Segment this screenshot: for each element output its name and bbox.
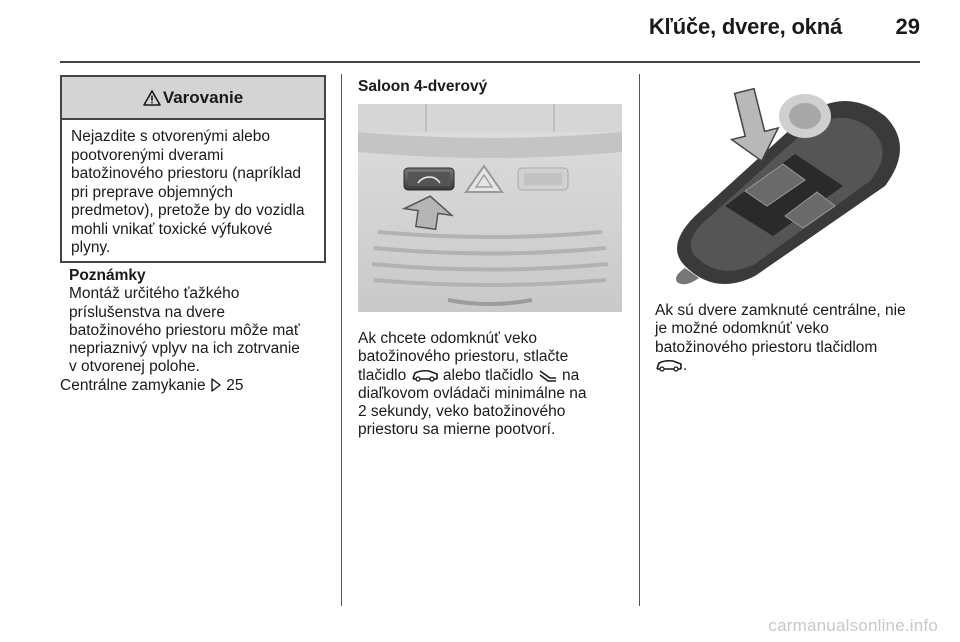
crossref-line[interactable] <box>60 377 243 395</box>
note-line: batožinového priestoru môže mať <box>69 321 300 339</box>
warning-box <box>60 75 326 263</box>
warning-line: mohli vnikať toxické výfukové <box>71 220 273 238</box>
instruction-line: priestoru sa mierne pootvorí. <box>358 421 556 439</box>
warning-line: Nejazdite s otvorenými alebo <box>71 128 271 145</box>
instruction-line: Ak chcete odomknúť veko <box>358 330 537 347</box>
warning-line: predmetov), pretože by do vozidla <box>71 202 305 219</box>
crossref-arrow-icon <box>210 378 222 392</box>
column-divider-2 <box>639 74 640 606</box>
watermark: carmanualsonline.info <box>768 616 938 635</box>
page-title: Kľúče, dvere, okná <box>648 14 842 39</box>
trunk-key-icon <box>538 368 558 382</box>
crossref-page: 25 <box>226 377 244 394</box>
key-fob-image <box>655 76 921 290</box>
trunk-car-icon <box>411 368 439 382</box>
instruction-text: alebo tlačidlo <box>442 366 534 384</box>
section-heading: Saloon 4-dverový <box>358 78 488 95</box>
note-line: príslušenstva na dvere <box>69 303 225 321</box>
warning-header <box>62 77 324 120</box>
instruction-line: diaľkovom ovládači minimálne na <box>358 384 587 402</box>
instruction-text: na <box>561 366 580 384</box>
warning-line: pri preprave objemných <box>71 183 233 201</box>
locked-note <box>655 302 906 375</box>
warning-title: Varovanie <box>162 87 244 107</box>
unlock-instructions <box>358 330 587 440</box>
note-line-with-icon <box>655 357 906 375</box>
instruction-text: tlačidlo <box>358 366 407 384</box>
crossref-text: Centrálne zamykanie <box>60 377 206 394</box>
trunk-car-icon <box>655 358 683 372</box>
instruction-line: 2 sekundy, veko batožinového <box>358 403 566 421</box>
note-line: nepriaznivý vplyv na ich zotrvanie <box>69 340 300 358</box>
column-divider-1 <box>341 74 342 606</box>
page-header <box>0 0 960 62</box>
note-line: Ak sú dvere zamknuté centrálne, nie <box>655 302 906 319</box>
dashboard-buttons-image <box>358 104 622 312</box>
warning-line: pootvorenými dverami <box>71 146 224 164</box>
note-block <box>69 267 300 377</box>
note-line: v otvorenej polohe. <box>69 358 200 376</box>
warning-line: batožinového priestoru (napríklad <box>71 165 302 182</box>
note-line: je možné odomknúť veko <box>655 320 829 338</box>
header-rule <box>60 61 920 63</box>
page-number: 29 <box>895 14 920 39</box>
note-line: Montáž určitého ťažkého <box>69 285 240 303</box>
note-heading: Poznámky <box>69 267 146 284</box>
instruction-line: batožinového priestoru, stlačte <box>358 348 569 366</box>
warning-triangle-icon <box>143 90 161 106</box>
warning-text <box>62 120 324 258</box>
note-line: batožinového priestoru tlačidlom <box>655 338 878 356</box>
note-end: . <box>683 356 688 374</box>
instruction-line-with-icons <box>358 367 587 385</box>
warning-line: plyny. <box>71 239 111 256</box>
